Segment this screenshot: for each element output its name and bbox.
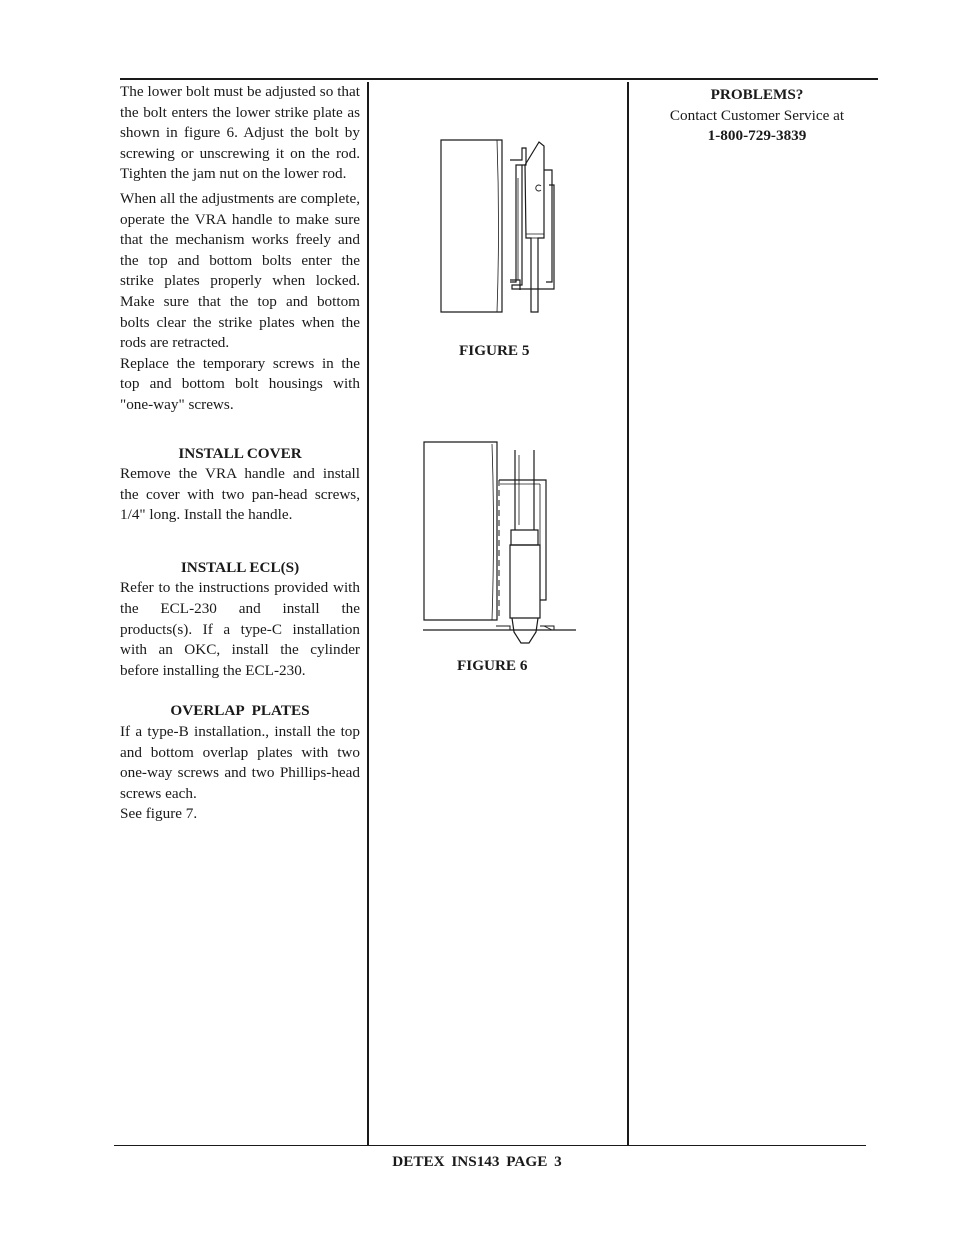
- right-column: [632, 85, 882, 147]
- figure-6-caption: FIGURE 6: [457, 657, 528, 674]
- paragraph-install-ecl: Refer to the instructions provided with the ECL-230 and install the products(s). If a type-C installation with an OKC, install the cylinder before installing the ECL-230.: [120, 579, 360, 679]
- heading-install-cover: INSTALL COVER: [178, 444, 302, 462]
- contact-line: Contact Customer Service at: [669, 106, 845, 124]
- figure-5-caption: FIGURE 5: [459, 342, 530, 359]
- bottom-rule: [114, 1145, 866, 1146]
- top-rule: [120, 78, 878, 80]
- paragraph-see-figure-7: See figure 7.: [120, 805, 198, 823]
- column-divider-left: [367, 82, 369, 1146]
- paragraph-install-cover: Remove the VRA handle and install the cover with two pan-head screws, 1/4" long. Install the handle.: [120, 465, 360, 524]
- left-column: [120, 82, 360, 825]
- paragraph-lower-bolt: The lower bolt must be adjusted so that the bolt enters the lower strike plate as shown in figure 6. Adjust the bolt by screwing or unscrewing it on the rod. Tighten the jam nut on the lower rod.: [120, 83, 360, 183]
- paragraph-overlap-plates: If a type-B installation., install the top and bottom overlap plates with two one-way screws and two Phillips-head screws each.: [120, 723, 360, 802]
- paragraph-adjustments-complete: When all the adjustments are complete, operate the VRA handle to make sure that the mechanism works freely and the top and bottom bolts enter the strike plates properly when locked. Make sure that the top and bottom bolts clear the strike plates when the rods are retracted.: [120, 189, 360, 352]
- paragraph-replace-screws: Replace the temporary screws in the top and bottom bolt housings with "one-way" screws.: [120, 354, 360, 413]
- problems-heading: PROBLEMS?: [710, 86, 804, 103]
- phone-number: 1-800-729-3839: [707, 127, 807, 145]
- heading-install-ecl: INSTALL ECL(S): [180, 558, 300, 576]
- column-divider-right: [627, 82, 629, 1146]
- page-footer: DETEX INS143 PAGE 3: [392, 1153, 562, 1170]
- heading-overlap-plates: OVERLAP PLATES: [170, 702, 310, 720]
